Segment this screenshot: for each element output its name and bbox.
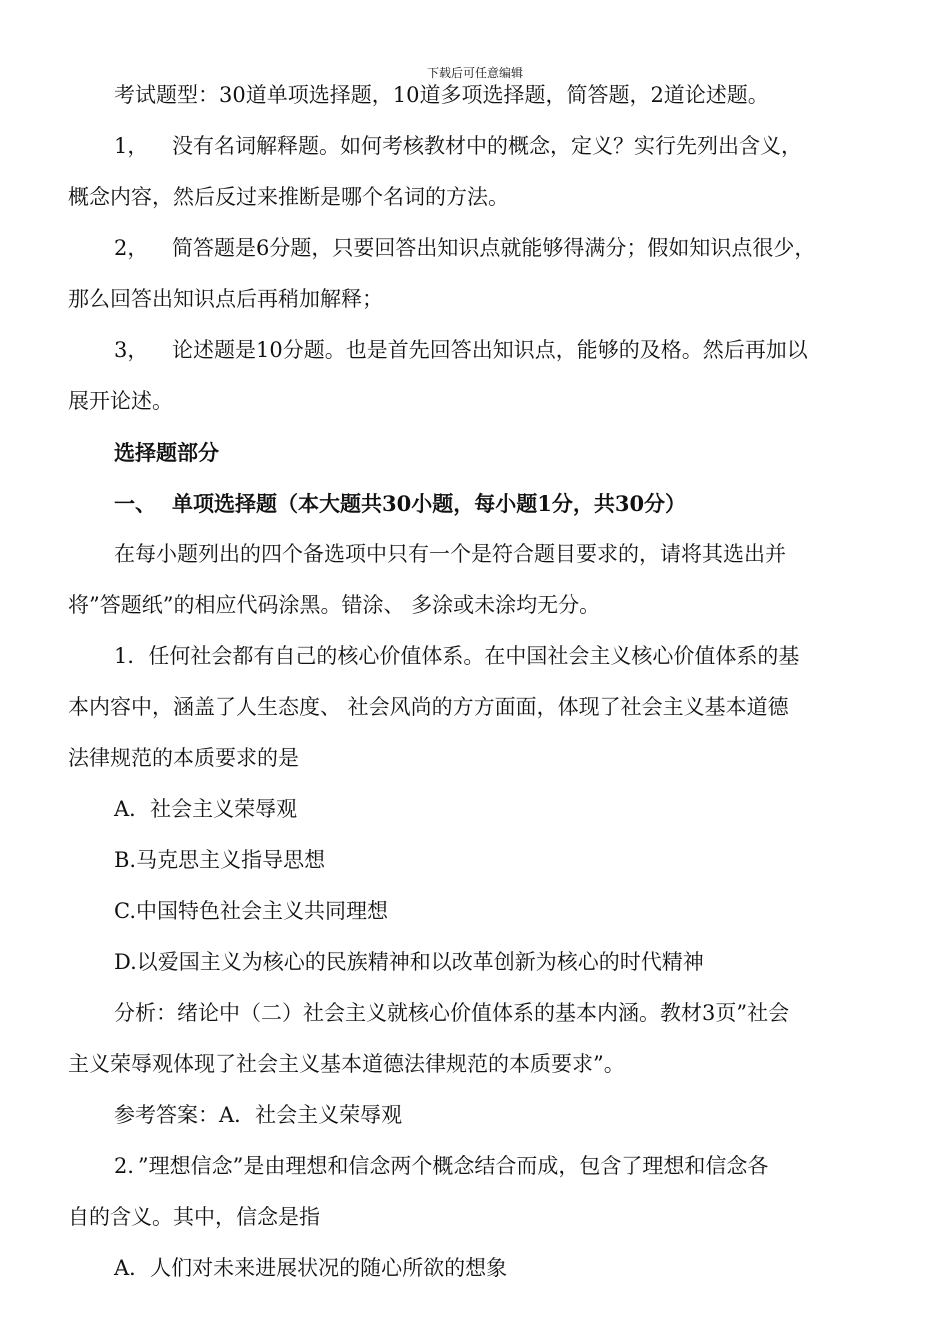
header-note: 下载后可任意编辑 bbox=[426, 66, 523, 80]
document-page bbox=[68, 70, 880, 1294]
question-2-option-a: A．人们对未来进展状况的随心所欲的想象 bbox=[114, 1256, 508, 1280]
intro-item-3-continued: 展开论述。 bbox=[68, 389, 173, 413]
question-1-option-d: D.以爱国主义为核心的民族精神和以改革创新为核心的时代精神 bbox=[114, 950, 704, 974]
question-1-option-b: B.马克思主义指导思想 bbox=[114, 848, 326, 872]
intro-item-1 bbox=[68, 121, 880, 172]
question-1-option-c: C.中国特色社会主义共同理想 bbox=[114, 899, 388, 923]
instruction-line-1: 在每小题列出的四个备选项中只有一个是符合题目要求的，请将其选出并 bbox=[114, 542, 786, 566]
part-number: 一、 bbox=[114, 491, 156, 516]
intro-item-2 bbox=[68, 223, 880, 274]
part-one-heading bbox=[68, 478, 880, 529]
section-title: 选择题部分 bbox=[114, 440, 219, 465]
intro-item-number: 2， bbox=[114, 236, 149, 260]
question-1-stem-2: 本内容中，涵盖了人生态度、 社会风尚的方方面面，体现了社会主义基本道德 bbox=[68, 695, 789, 719]
question-2-stem-1: 2．”理想信念”是由理想和信念两个概念结合而成，包含了理想和信念各 bbox=[114, 1154, 769, 1178]
question-1-analysis-1: 分析：绪论中（二）社会主义就核心价值体系的基本内涵。教材3页”社会 bbox=[114, 1001, 790, 1025]
question-1-answer: 参考答案：A．社会主义荣辱观 bbox=[114, 1103, 403, 1127]
intro-item-text: 论述题是10分题。也是首先回答出知识点，能够的及格。然后再加以 bbox=[172, 338, 808, 362]
instruction-line-2: 将”答题纸”的相应代码涂黑。错涂、 多涂或未涂均无分。 bbox=[68, 593, 601, 617]
intro-item-number: 1， bbox=[114, 134, 149, 158]
exam-types-line: 考试题型：30道单项选择题，10道多项选择题，简答题，2道论述题。 bbox=[114, 83, 769, 107]
question-1-stem-3: 法律规范的本质要求的是 bbox=[68, 746, 299, 770]
intro-item-1-continued: 概念内容，然后反过来推断是哪个名词的方法。 bbox=[68, 185, 509, 209]
intro-item-text: 没有名词解释题。如何考核教材中的概念，定义？实行先列出含义， bbox=[172, 134, 802, 158]
question-1-stem-1: 1．任何社会都有自己的核心价值体系。在中国社会主义核心价值体系的基 bbox=[114, 644, 800, 668]
question-1-option-a: A．社会主义荣辱观 bbox=[114, 797, 298, 821]
question-2-stem-2: 自的含义。其中，信念是指 bbox=[68, 1205, 320, 1229]
intro-item-3 bbox=[68, 325, 880, 376]
question-1-analysis-2: 主义荣辱观体现了社会主义基本道德法律规范的本质要求”。 bbox=[68, 1052, 625, 1076]
intro-item-2-continued: 那么回答出知识点后再稍加解释； bbox=[68, 287, 383, 311]
part-title: 单项选择题（本大题共30小题，每小题1分，共30分） bbox=[172, 491, 687, 516]
intro-item-number: 3， bbox=[114, 338, 149, 362]
intro-item-text: 简答题是6分题，只要回答出知识点就能够得满分；假如知识点很少， bbox=[172, 236, 816, 260]
